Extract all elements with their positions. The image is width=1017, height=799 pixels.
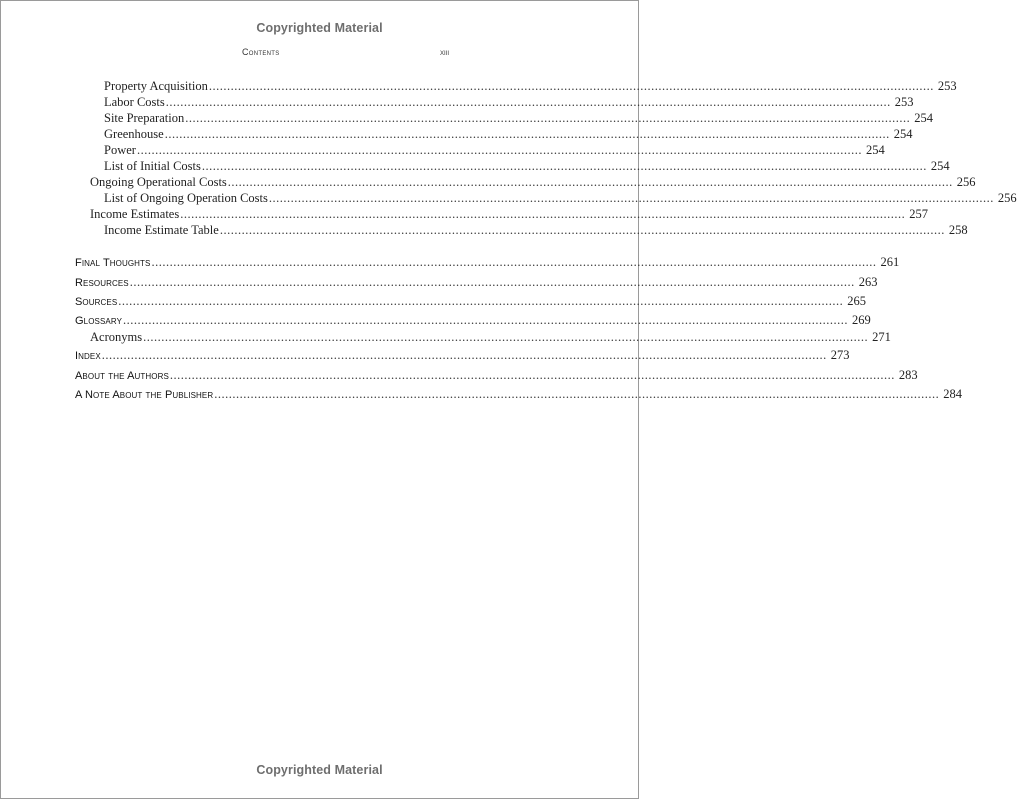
toc-leader: ........................................................................................................................................................................................................	[143, 330, 869, 344]
toc-entry	[0, 223, 968, 239]
toc-leader: ........................................................................................................................................................................................................	[214, 387, 940, 401]
toc-entry-title: Income Estimate Table	[104, 223, 219, 237]
toc-entry	[0, 111, 933, 127]
toc-chapter-title: About the Authors	[75, 370, 169, 382]
toc-leader: ........................................................................................................................................................................................................	[180, 207, 906, 221]
toc-entry	[0, 191, 1017, 207]
toc-leader: ........................................................................................................................................................................................................	[185, 111, 911, 125]
toc-chapter	[0, 368, 918, 384]
toc-leader: ........................................................................................................................................................................................................	[169, 368, 895, 382]
toc-leader: ........................................................................................................................................................................................................	[164, 127, 890, 141]
toc-leader: ........................................................................................................................................................................................................	[129, 275, 855, 289]
toc-chapter	[0, 313, 871, 329]
toc-entry-title: List of Ongoing Operation Costs	[104, 191, 268, 205]
toc-entry	[0, 95, 914, 111]
toc-entry-title: Ongoing Operational Costs	[90, 175, 227, 189]
toc-entry-page: 254	[914, 111, 933, 125]
toc-chapter-page: 284	[943, 387, 962, 401]
toc-chapter-title: A Note About the Publisher	[75, 389, 214, 401]
toc-chapter	[0, 294, 867, 310]
toc-leader: ........................................................................................................................................................................................................	[136, 143, 862, 157]
toc-chapter-title: Final Thoughts	[75, 257, 151, 269]
toc-entry-page: 253	[894, 95, 914, 109]
running-head: Contents	[242, 47, 280, 57]
toc-leader: ........................................................................................................................................................................................................	[118, 294, 844, 308]
toc-chapter-title: Resources	[75, 277, 129, 289]
toc-entry-page: 254	[893, 127, 913, 141]
toc-leader: ........................................................................................................................................................................................................	[219, 223, 945, 237]
toc-leader: ........................................................................................................................................................................................................	[208, 79, 934, 93]
toc-chapter	[0, 275, 878, 291]
toc-entry-page: 253	[937, 79, 957, 93]
toc-chapter-title: Glossary	[75, 315, 123, 327]
toc-leader: ........................................................................................................................................................................................................	[123, 313, 849, 327]
toc-entry	[0, 207, 928, 223]
toc-entry-title: Property Acquisition	[104, 79, 208, 93]
toc-chapter	[0, 387, 962, 403]
toc-entry-page: 271	[872, 330, 891, 344]
toc-chapter-page: 261	[880, 255, 900, 269]
toc-entry	[0, 330, 891, 346]
toc-chapter-page: 283	[898, 368, 918, 382]
toc-chapter-page: 265	[847, 294, 867, 308]
toc-leader: ........................................................................................................................................................................................................	[101, 348, 827, 362]
toc-entry	[0, 143, 885, 159]
page-folio: xiii	[440, 47, 450, 57]
toc-entry-title: Site Preparation	[104, 111, 185, 125]
toc-entry-title: Labor Costs	[104, 95, 165, 109]
toc-entry-page: 254	[865, 143, 885, 157]
toc-leader: ........................................................................................................................................................................................................	[227, 175, 953, 189]
toc-entry	[0, 127, 913, 143]
toc-entry	[0, 79, 957, 95]
toc-chapter	[0, 348, 850, 364]
watermark-bottom: Copyrighted Material	[256, 763, 383, 777]
toc-entry-page: 256	[997, 191, 1017, 205]
toc-entry-page: 256	[956, 175, 976, 189]
toc-chapter-page: 269	[852, 313, 871, 327]
toc-chapter-title: Sources	[75, 296, 118, 308]
toc-entry	[0, 175, 976, 191]
toc-leader: ........................................................................................................................................................................................................	[201, 159, 927, 173]
toc-chapter-page: 263	[858, 275, 878, 289]
toc-entry	[0, 159, 950, 175]
toc-entry-title: Greenhouse	[104, 127, 164, 141]
toc-entry-page: 254	[930, 159, 950, 173]
toc-entry-title: Power	[104, 143, 136, 157]
toc-entry-page: 257	[909, 207, 928, 221]
watermark-top: Copyrighted Material	[256, 21, 383, 35]
toc-entry-page: 258	[948, 223, 968, 237]
toc-entry-title: List of Initial Costs	[104, 159, 201, 173]
toc-chapter-title: Index	[75, 350, 101, 362]
toc-chapter-page: 273	[830, 348, 850, 362]
toc-entry-title: Income Estimates	[90, 207, 180, 221]
toc-chapter	[0, 255, 900, 271]
toc-leader: ........................................................................................................................................................................................................	[165, 95, 891, 109]
toc-leader: ........................................................................................................................................................................................................	[268, 191, 994, 205]
toc-entry-title: Acronyms	[90, 330, 143, 344]
toc-leader: ........................................................................................................................................................................................................	[151, 255, 877, 269]
